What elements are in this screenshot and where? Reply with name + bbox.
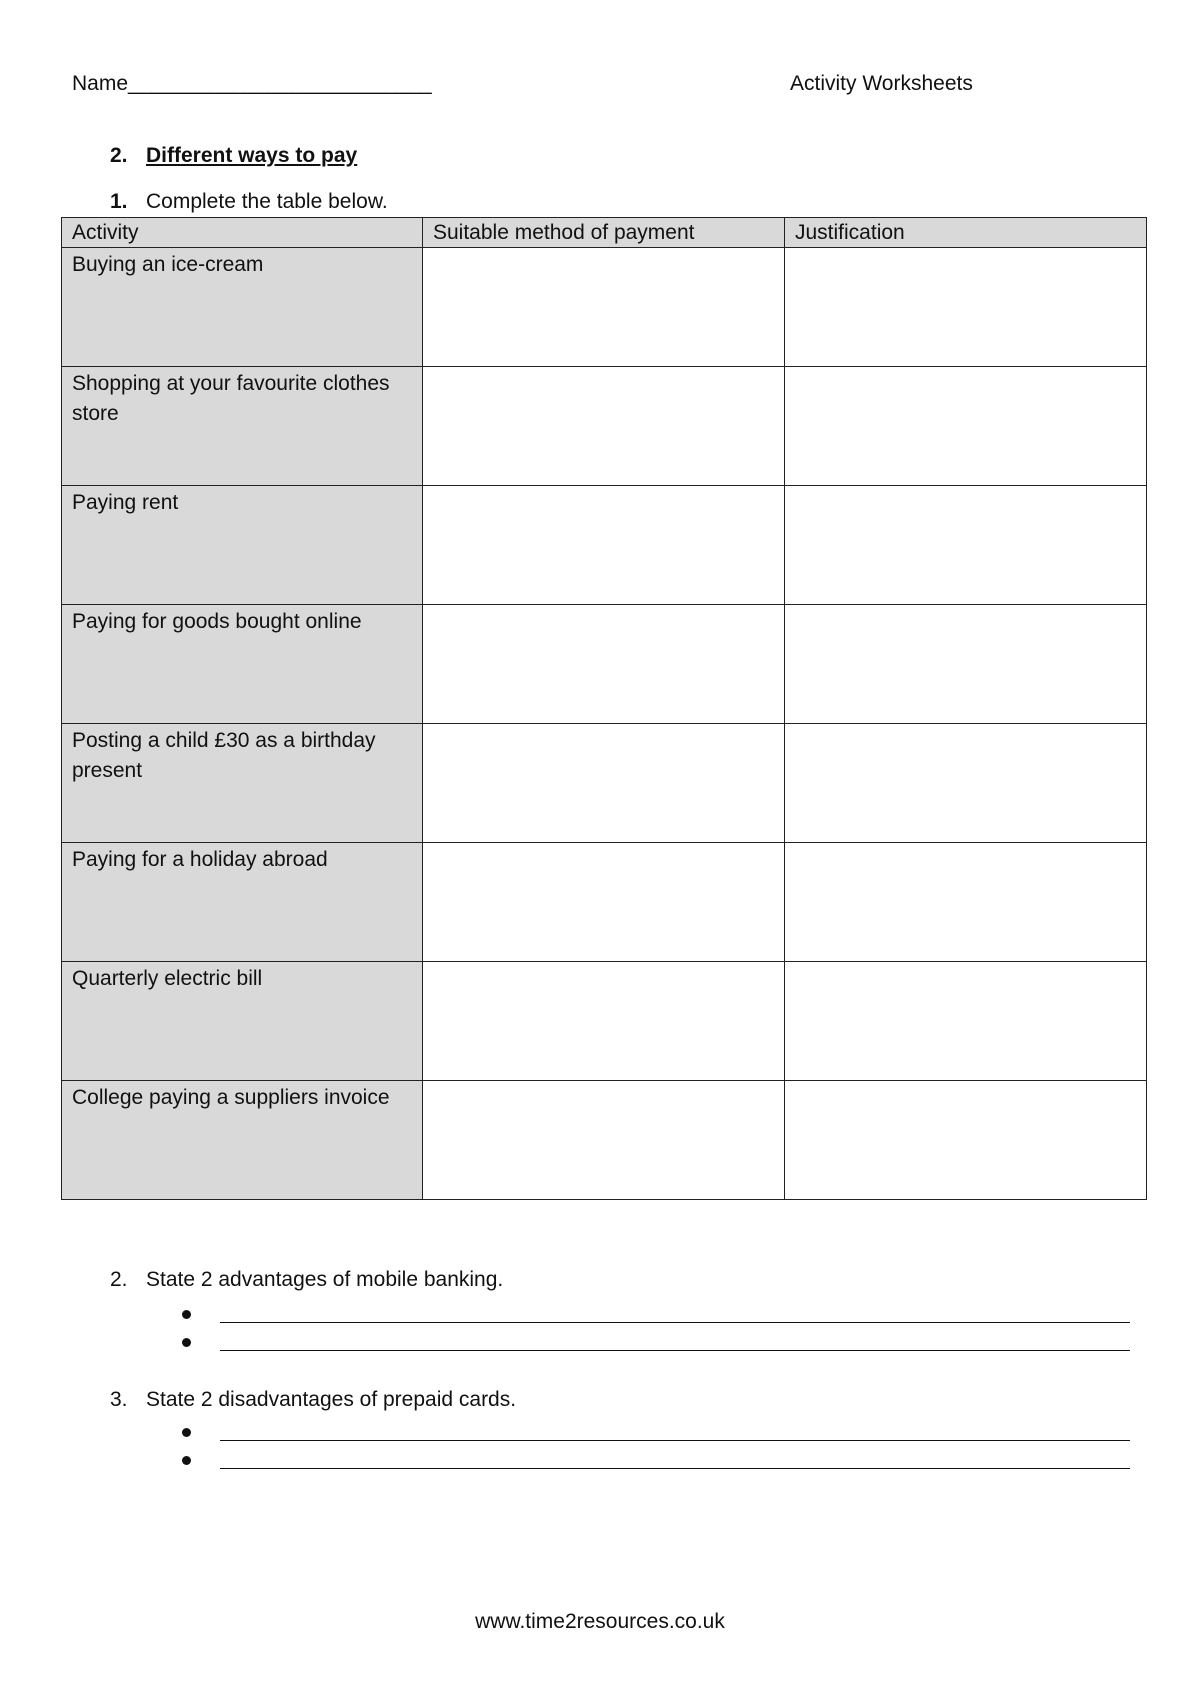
table-row	[62, 1081, 1147, 1200]
question-2	[110, 1268, 503, 1292]
activity-cell: Paying for goods bought online	[62, 605, 423, 724]
payment-method-cell[interactable]	[423, 962, 785, 1081]
question-3-text: State 2 disadvantages of prepaid cards.	[146, 1388, 517, 1411]
question-2-answers	[180, 1302, 1130, 1358]
bullet-icon	[182, 1428, 191, 1437]
answer-line[interactable]	[180, 1330, 1130, 1358]
activity-cell: Quarterly electric bill	[62, 962, 423, 1081]
payment-method-cell[interactable]	[423, 367, 785, 486]
table-row	[62, 486, 1147, 605]
table-row	[62, 605, 1147, 724]
answer-line[interactable]	[180, 1302, 1130, 1330]
answer-underline	[220, 1468, 1130, 1469]
answer-underline	[220, 1322, 1130, 1323]
justification-cell[interactable]	[785, 367, 1147, 486]
question-1-number: 1.	[110, 190, 128, 213]
worksheet-title: Activity Worksheets	[790, 72, 973, 95]
question-3	[110, 1388, 516, 1412]
activity-cell: Paying for a holiday abroad	[62, 843, 423, 962]
table-row	[62, 248, 1147, 367]
name-field-label: Name__________________________	[72, 72, 432, 95]
payment-table	[61, 217, 1147, 1200]
activity-cell: Paying rent	[62, 486, 423, 605]
payment-method-cell[interactable]	[423, 843, 785, 962]
activity-cell: Buying an ice-cream	[62, 248, 423, 367]
bullet-icon	[182, 1310, 191, 1319]
section-number: 2.	[110, 144, 128, 167]
justification-cell[interactable]	[785, 843, 1147, 962]
section-title: Different ways to pay	[146, 144, 358, 167]
justification-cell[interactable]	[785, 962, 1147, 1081]
table-row	[62, 962, 1147, 1081]
section-heading	[110, 144, 357, 168]
header-payment-method: Suitable method of payment	[423, 218, 785, 248]
activity-cell: Shopping at your favourite clothes store	[62, 367, 423, 486]
justification-cell[interactable]	[785, 724, 1147, 843]
payment-method-cell[interactable]	[423, 724, 785, 843]
table-row	[62, 367, 1147, 486]
answer-line[interactable]	[180, 1448, 1130, 1476]
justification-cell[interactable]	[785, 1081, 1147, 1200]
question-1-text: Complete the table below.	[146, 190, 388, 213]
question-3-answers	[180, 1420, 1130, 1476]
question-2-text: State 2 advantages of mobile banking.	[146, 1268, 504, 1291]
answer-underline	[220, 1350, 1130, 1351]
table-header-row	[62, 218, 1147, 248]
question-1	[110, 190, 388, 214]
activity-cell: College paying a suppliers invoice	[62, 1081, 423, 1200]
table-row	[62, 843, 1147, 962]
payment-method-cell[interactable]	[423, 605, 785, 724]
bullet-icon	[182, 1456, 191, 1465]
payment-method-cell[interactable]	[423, 486, 785, 605]
question-3-number: 3.	[110, 1388, 128, 1411]
header-activity: Activity	[62, 218, 423, 248]
answer-underline	[220, 1440, 1130, 1441]
table-row	[62, 724, 1147, 843]
header-justification: Justification	[785, 218, 1147, 248]
question-2-number: 2.	[110, 1268, 128, 1291]
justification-cell[interactable]	[785, 486, 1147, 605]
payment-method-cell[interactable]	[423, 248, 785, 367]
footer-url: www.time2resources.co.uk	[475, 1610, 725, 1633]
activity-cell: Posting a child £30 as a birthday present	[62, 724, 423, 843]
justification-cell[interactable]	[785, 605, 1147, 724]
answer-line[interactable]	[180, 1420, 1130, 1448]
justification-cell[interactable]	[785, 248, 1147, 367]
payment-method-cell[interactable]	[423, 1081, 785, 1200]
bullet-icon	[182, 1338, 191, 1347]
